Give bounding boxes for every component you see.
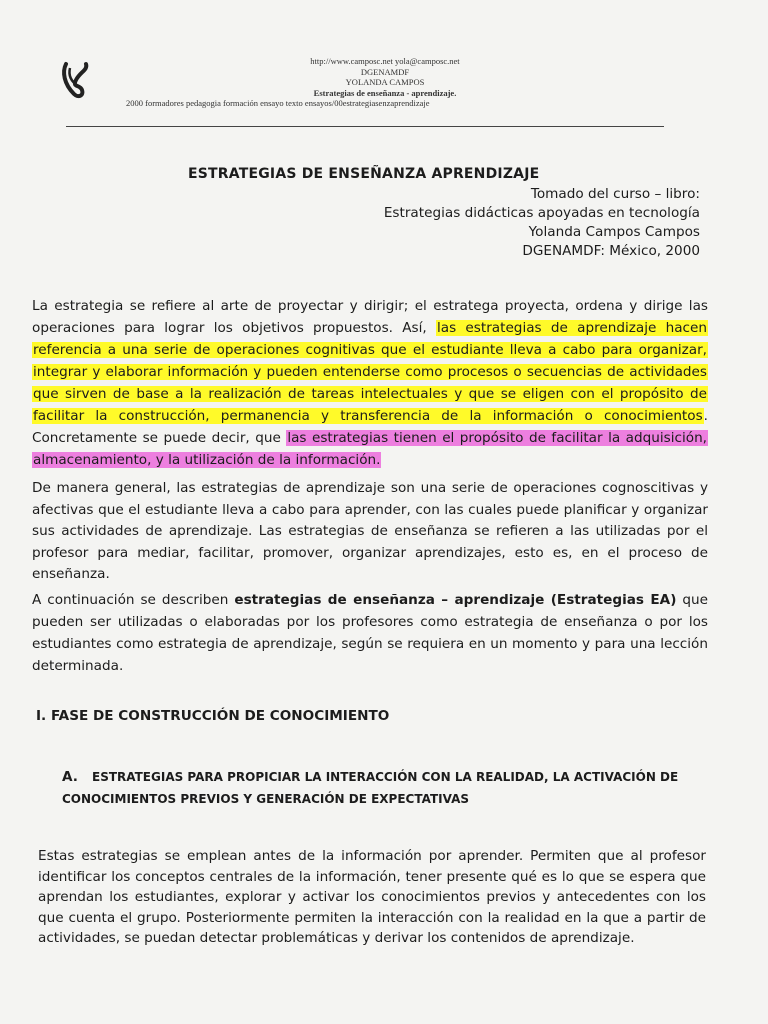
header-org: DGENAMDF bbox=[360, 66, 410, 77]
header-keywords: 2000 formadores pedagogia formación ensayo texto ensayos/00estrategiasenzaprendizaje bbox=[126, 98, 430, 108]
page-title: ESTRATEGIAS DE ENSEÑANZA APRENDIZAJE bbox=[188, 166, 540, 182]
paragraph-strategies-use bbox=[38, 846, 706, 949]
paragraph-general bbox=[32, 478, 708, 586]
highlight-yellow: las estrategias de aprendizaje hacen referencia a una serie de operaciones cognitivas que el estudiante lleva a cabo para organizar, integrar y elaborar información y pueden entenderse como procesos o secuencias de actividades que sirven de base a la realización de tareas intelectuales y que se eligen con el propósito de facilitar la construcción, permanencia y transferencia de la información o conocimientos bbox=[33, 320, 708, 424]
paragraph-text: . Concretamente se puede decir, que bbox=[32, 408, 708, 446]
credit-line: Estrategias didácticas apoyadas en tecnología bbox=[383, 205, 700, 221]
subsection-heading bbox=[62, 766, 682, 810]
credit-line: Tomado del curso – libro: bbox=[530, 186, 700, 202]
source-credits bbox=[384, 185, 700, 261]
paragraph-definition bbox=[32, 295, 708, 471]
bold-term: estrategias de enseñanza – aprendizaje (Estrategias EA) bbox=[234, 592, 677, 608]
paragraph-intro-strategies bbox=[32, 589, 708, 677]
section-heading: I. FASE DE CONSTRUCCIÓN DE CONOCIMIENTO bbox=[36, 708, 390, 724]
credit-line: DGENAMDF: México, 2000 bbox=[522, 243, 700, 259]
header-block bbox=[126, 56, 620, 109]
header-divider bbox=[66, 126, 664, 127]
paragraph-text: A continuación se describen bbox=[32, 592, 235, 608]
highlight-pink: las estrategias tienen el propósito de facilitar la adquisición, almacenamiento, y la utilización de la información. bbox=[33, 430, 708, 468]
credit-line: Yolanda Campos Campos bbox=[528, 224, 700, 240]
paragraph-text: La estrategia se refiere al arte de proyectar y dirigir; el estratega proyecta, ordena y dirige las operaciones para lograr los objetivos propuestos. Así, bbox=[32, 298, 708, 336]
paragraph-text: De manera general, las estrategias de aprendizaje son una serie de operaciones cognoscitivas y afectivas que el estudiante lleva a cabo para aprender, con las cuales puede planificar y organizar sus actividades de aprendizaje. Las estrategias de enseñanza se refieren a las utilizadas por el profesor para mediar, facilitar, promover, organizar aprendizajes, esto es, en el proceso de enseñanza. bbox=[32, 480, 708, 582]
logo-icon bbox=[58, 58, 94, 100]
subsection-letter: A. bbox=[62, 769, 78, 785]
paragraph-text: que pueden ser utilizadas o elaboradas por los profesores como estrategia de enseñanza o por los estudiantes como estrategia de aprendizaje, según se requiera en un momento y para una lección determinada. bbox=[32, 592, 708, 674]
header-author: YOLANDA CAMPOS bbox=[345, 77, 425, 87]
header-url-line: http://www.camposc.net yola@camposc.net bbox=[310, 56, 460, 66]
paragraph-text: Estas estrategias se emplean antes de la información por aprender. Permiten que al profesor identificar los conceptos centrales de la información, tener presente qué es lo que se espera que aprendan los estudiantes, explorar y activar los conocimientos previos y antecedentes con los que cuenta el grupo. Posteriormente permiten la interacción con la realidad en la que a partir de actividades, se puedan detectar problemáticas y derivar los contenidos de aprendizaje. bbox=[38, 848, 706, 946]
subsection-text: ESTRATEGIAS PARA PROPICIAR LA INTERACCIÓN CON LA REALIDAD, LA ACTIVACIÓN DE CONOCIMIENTOS PREVIOS Y GENERACIÓN DE EXPECTATIVAS bbox=[62, 770, 679, 806]
header-topic: Estrategias de enseñanza - aprendizaje. bbox=[313, 87, 457, 98]
